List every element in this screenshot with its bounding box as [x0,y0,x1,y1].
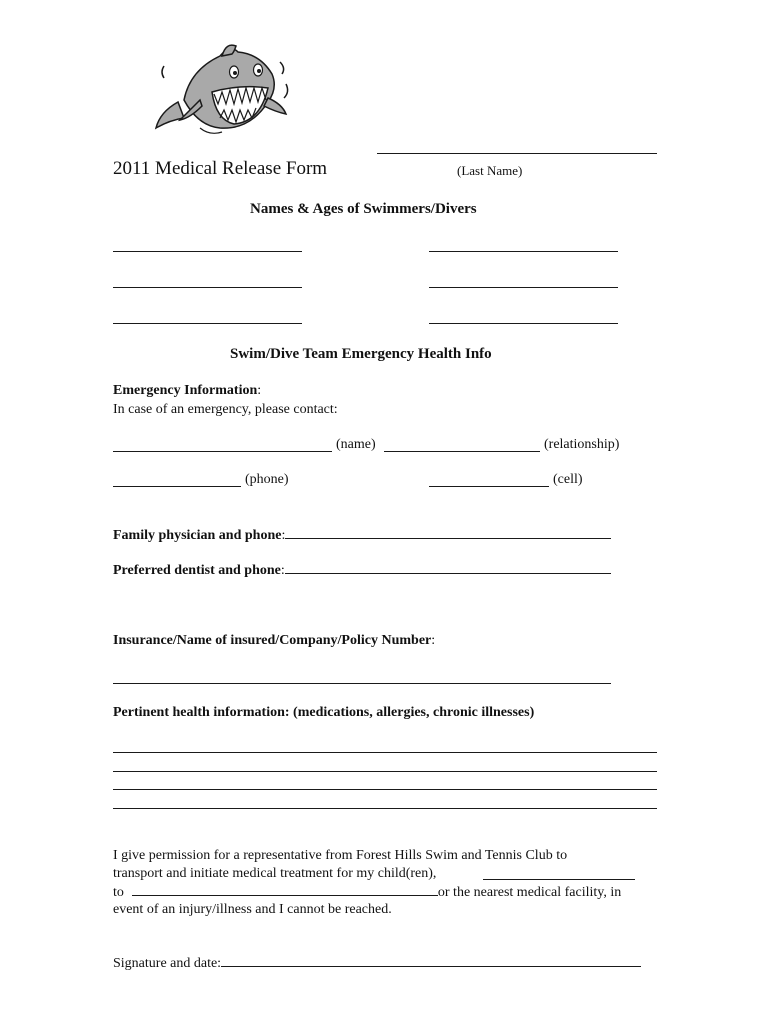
health-info-label: Pertinent health information: (medications, allergies, chronic illnesses) [113,705,535,720]
health-info-field-3[interactable] [113,789,657,790]
swimmer-field-1[interactable] [113,251,302,252]
permission-line-3 [113,884,621,901]
swimmer-field-4[interactable] [429,287,618,288]
signature-label: Signature and date: [113,956,222,971]
form-title: 2011 Medical Release Form [113,158,328,179]
health-info-field-2[interactable] [113,771,657,772]
swimmer-field-6[interactable] [429,323,618,324]
emergency-info-colon: : [257,383,262,398]
contact-name-field[interactable] [113,451,332,452]
insurance-field[interactable] [113,683,611,684]
contact-name-label: (name) [336,437,376,452]
health-info-field-4[interactable] [113,808,657,809]
emergency-contact-text: In case of an emergency, please contact: [113,402,338,417]
physician-row [113,527,611,544]
permission-line-2 [113,866,436,882]
dentist-field[interactable] [285,562,611,574]
insurance-heading [113,633,435,649]
dentist-row [113,562,611,579]
contact-cell-label: (cell) [553,472,583,487]
contact-relationship-label: (relationship) [544,437,620,452]
last-name-field[interactable] [377,153,657,154]
insurance-colon: : [431,633,436,648]
permission-line-1: I give permission for a representative from Forest Hills Swim and Tennis Club to [113,848,568,863]
physician-field[interactable] [285,527,611,539]
signature-row [113,955,641,972]
emergency-info-heading [113,383,261,399]
representative-field[interactable] [132,884,438,896]
emergency-section-title: Swim/Dive Team Emergency Health Info [230,346,492,362]
last-name-label: (Last Name) [457,163,523,178]
health-info-field-1[interactable] [113,752,657,753]
swimmers-heading: Names & Ages of Swimmers/Divers [250,201,477,217]
contact-phone-label: (phone) [245,472,289,487]
dentist-colon: : [280,563,285,578]
permission-line-4: event of an injury/illness and I cannot be reached. [113,902,392,917]
physician-label: Family physician and phone [113,528,282,543]
permission-line-2-text: transport and initiate medical treatment for my child(ren), [113,866,437,881]
swimmer-field-2[interactable] [429,251,618,252]
contact-phone-field[interactable] [113,486,241,487]
emergency-info-label: Emergency Information [113,383,258,398]
dentist-label: Preferred dentist and phone [113,563,281,578]
signature-field[interactable] [221,955,641,967]
contact-cell-field[interactable] [429,486,549,487]
shark-mascot-logo [150,40,300,140]
swimmer-field-3[interactable] [113,287,302,288]
contact-relationship-field[interactable] [384,451,540,452]
permission-line-3-text: or the nearest medical facility, in [437,885,622,900]
permission-to-text: to [113,885,124,900]
children-names-field[interactable] [483,879,635,880]
insurance-label: Insurance/Name of insured/Company/Policy Number [113,633,432,648]
physician-colon: : [281,528,286,543]
swimmer-field-5[interactable] [113,323,302,324]
